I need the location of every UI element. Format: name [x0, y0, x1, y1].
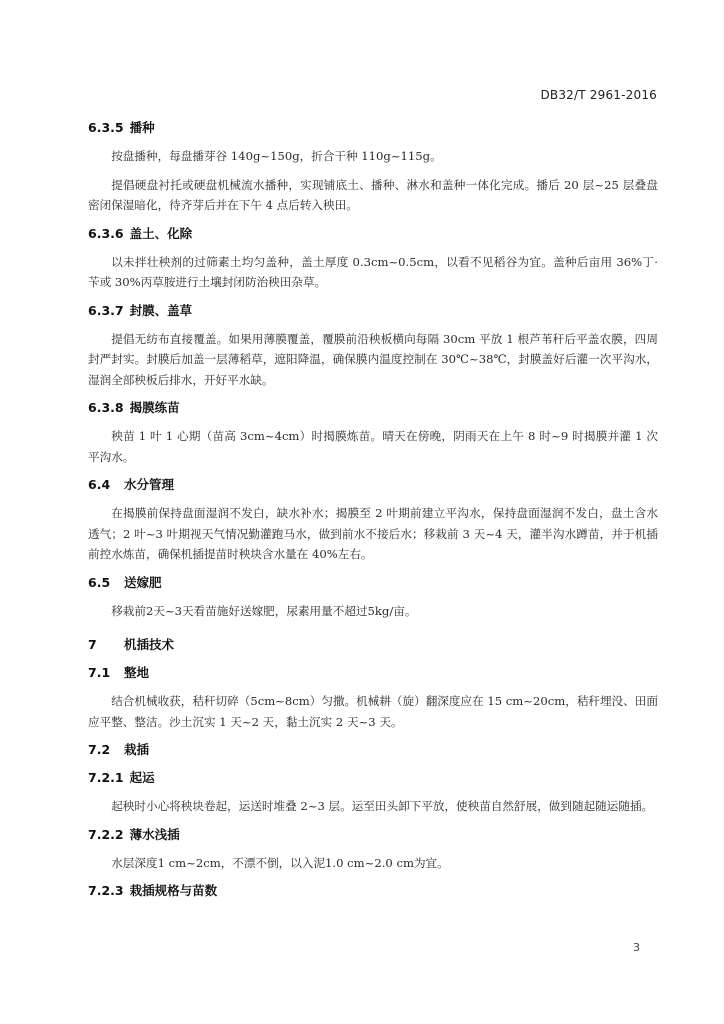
section-number: 6.5	[88, 574, 111, 590]
section-heading	[88, 740, 658, 760]
page-number: 3	[633, 941, 640, 954]
section-heading	[88, 398, 658, 418]
paragraph: 以未拌壮秧剂的过筛素土均匀盖种，盖土厚度 0.3cm~0.5cm，以看不见稻谷为宜。盖种后亩用 36%丁·苄或 30%丙草胺进行土壤封闭防治秧田杂草。	[88, 254, 658, 289]
section-number: 7.2.2	[88, 826, 124, 842]
section-title: 起运	[129, 770, 155, 785]
section-number: 6.3.6	[88, 225, 124, 241]
section-heading	[88, 118, 658, 138]
section-title: 盖土、化除	[129, 225, 193, 241]
section-heading	[88, 663, 658, 683]
paragraph: 水层深度1 cm~2cm，不漂不倒，以入泥1.0 cm~2.0 cm为宜。	[111, 855, 449, 870]
chapter-title: 机插技术	[124, 637, 175, 652]
section-title: 水分管理	[124, 477, 175, 492]
section-title: 整地	[124, 665, 150, 680]
section-heading	[88, 881, 658, 901]
standard-number: DB32/T 2961-2016	[540, 88, 657, 102]
section-number: 7.2.1	[88, 770, 124, 785]
section-title: 封膜、盖草	[129, 302, 193, 318]
section-title: 薄水浅插	[129, 826, 180, 842]
section-heading	[88, 301, 658, 321]
section-title: 揭膜练苗	[129, 400, 180, 415]
section-number: 6.3.8	[88, 400, 124, 415]
section-number: 7.2.3	[88, 883, 124, 898]
paragraph: 结合机械收获，秸秆切碎（5cm~8cm）匀撒。机械耕（旋）翻深度应在 15 cm~20cm，秸秆埋没、田面应平整、整洁。沙土沉实 1 天~2 天，黏土沉实 2 天~3 天。	[88, 694, 658, 729]
section-number: 7.2	[88, 742, 111, 757]
section-title: 播种	[129, 120, 155, 135]
paragraph: 在揭膜前保持盘面湿润不发白，缺水补水；揭膜至 2 叶期前建立平沟水，保持盘面湿润不发白，盘土含水透气；2 叶~3 叶期视天气情况勤灌跑马水，做到前水不接后水；移栽前 3 天~4 天，灌半沟水蹲苗，并于机插前控水炼苗，确保机插提苗时秧块含水量在 40%左右。	[88, 506, 658, 561]
chapter-heading	[88, 635, 658, 655]
paragraph: 起秧时小心将秧块卷起，运送时堆叠 2~3 层。运至田头卸下平放，使秧苗自然舒展，做到随起随运随插。	[111, 799, 654, 813]
section-heading	[88, 573, 658, 593]
paragraph: 移栽前2天~3天看苗施好送嫁肥，尿素用量不超过5kg/亩。	[111, 603, 417, 618]
section-title: 栽插规格与苗数	[129, 883, 218, 898]
section-title: 栽插	[124, 742, 150, 757]
paragraph: 提倡硬盘衬托或硬盘机械流水播种，实现铺底土、播种、淋水和盖种一体化完成。播后 20 层~25 层叠盘密闭保湿暗化，待齐芽后并在下午 4 点后转入秧田。	[88, 177, 658, 212]
document-body	[88, 118, 658, 909]
paragraph: 按盘播种，每盘播芽谷 140g~150g，折合干种 110g~115g。	[111, 149, 442, 163]
paragraph: 秧苗 1 叶 1 心期（苗高 3cm~4cm）时揭膜炼苗。晴天在傍晚，阴雨天在上午 8 时~9 时揭膜并灌 1 次平沟水。	[88, 429, 658, 464]
section-heading	[88, 825, 658, 845]
section-number: 6.3.5	[88, 120, 124, 135]
section-heading	[88, 475, 658, 495]
section-number: 6.3.7	[88, 302, 124, 318]
section-title: 送嫁肥	[124, 574, 162, 590]
section-number: 6.4	[88, 477, 111, 492]
section-heading	[88, 768, 658, 788]
section-heading	[88, 224, 658, 244]
paragraph: 提倡无纺布直接覆盖。如果用薄膜覆盖，覆膜前沿秧板横向每隔 30cm 平放 1 根芦苇秆后平盖农膜，四周封严封实。封膜后加盖一层薄稻草，遮阳降温，确保膜内温度控制在 30℃~38℃，封膜盖好后灌一次平沟水，湿润全部秧板后排水，开好平水缺。	[88, 331, 658, 387]
chapter-number: 7	[88, 637, 97, 652]
section-number: 7.1	[88, 665, 111, 680]
